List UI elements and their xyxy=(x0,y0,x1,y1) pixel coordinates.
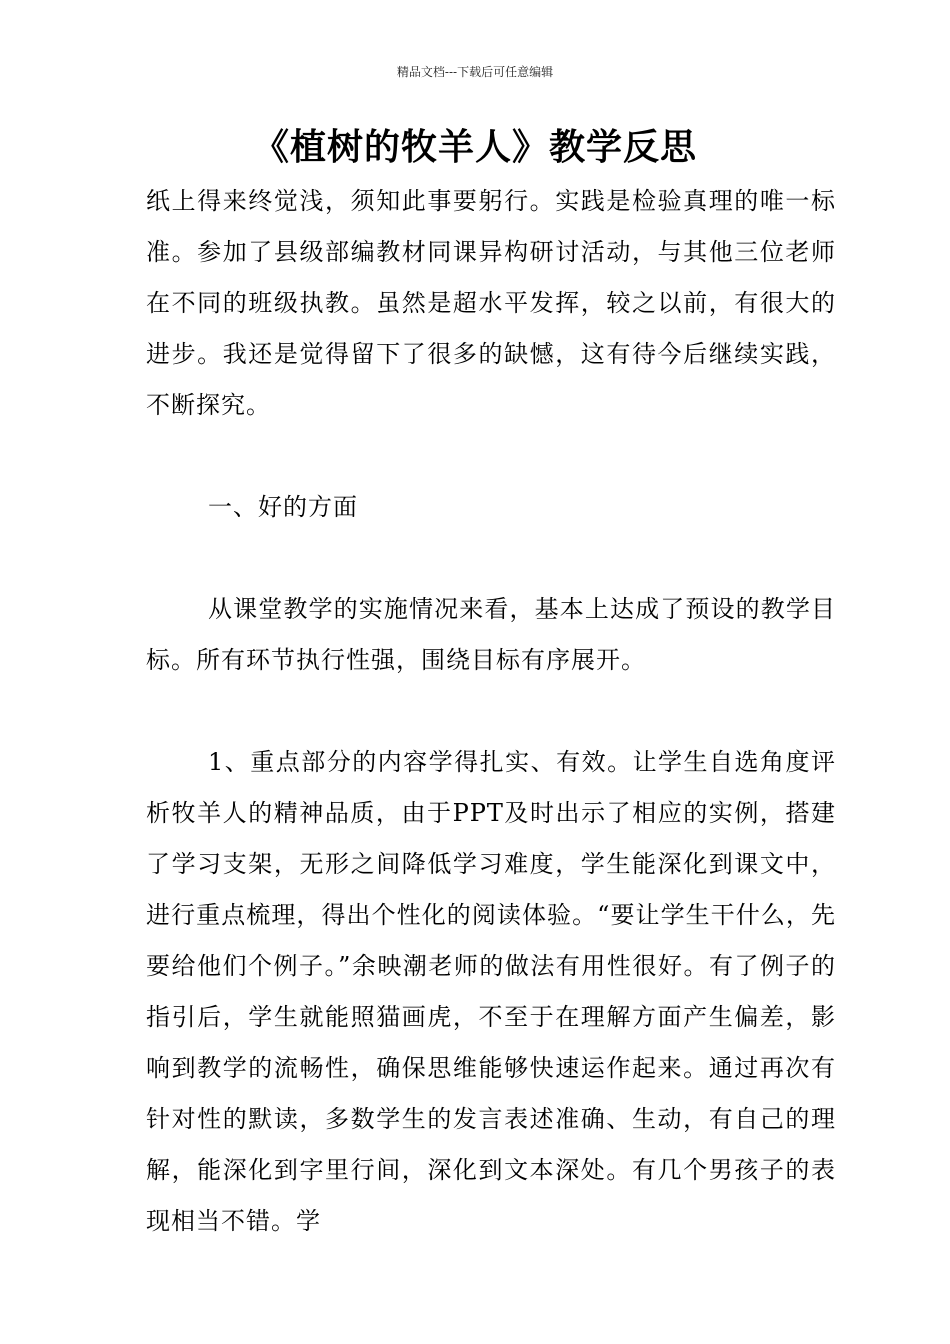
intro-paragraph: 纸上得来终觉浅，须知此事要躬行。实践是检验真理的唯一标准。参加了县级部编教材同课异构研讨活动，与其他三位老师在不同的班级执教。虽然是超水平发挥，较之以前，有很大的进步。我还是觉得留下了很多的缺憾，这有待今后继续实践，不断探究。 xyxy=(146,187,836,419)
document-title: 《植树的牧羊人》教学反思 xyxy=(252,127,697,168)
point-one-paragraph: 1、重点部分的内容学得扎实、有效。让学生自选角度评析牧羊人的精神品质，由于PPT及时出示了相应的实例，搭建了学习支架，无形之间降低学习难度，学生能深化到课文中，进行重点梳理，得出个性化的阅读体验。“要让学生干什么，先要给他们个例子。”余映潮老师的做法有用性很好。有了例子的指引后，学生就能照猫画虎，不至于在理解方面产生偏差，影响到教学的流畅性，确保思维能够快速运作起来。通过再次有针对性的默读，多数学生的发言表述准确、生动，有自己的理解，能深化到字里行间，深化到文本深处。有几个男孩子的表现相当不错。学 xyxy=(146,748,836,1235)
overview-paragraph: 从课堂教学的实施情况来看，基本上达成了预设的教学目标。所有环节执行性强，围绕目标有序展开。 xyxy=(146,595,836,674)
header-note: 精品文档---下载后可任意编辑 xyxy=(396,65,554,79)
section-heading: 一、好的方面 xyxy=(208,493,358,521)
document-body xyxy=(146,176,836,1247)
